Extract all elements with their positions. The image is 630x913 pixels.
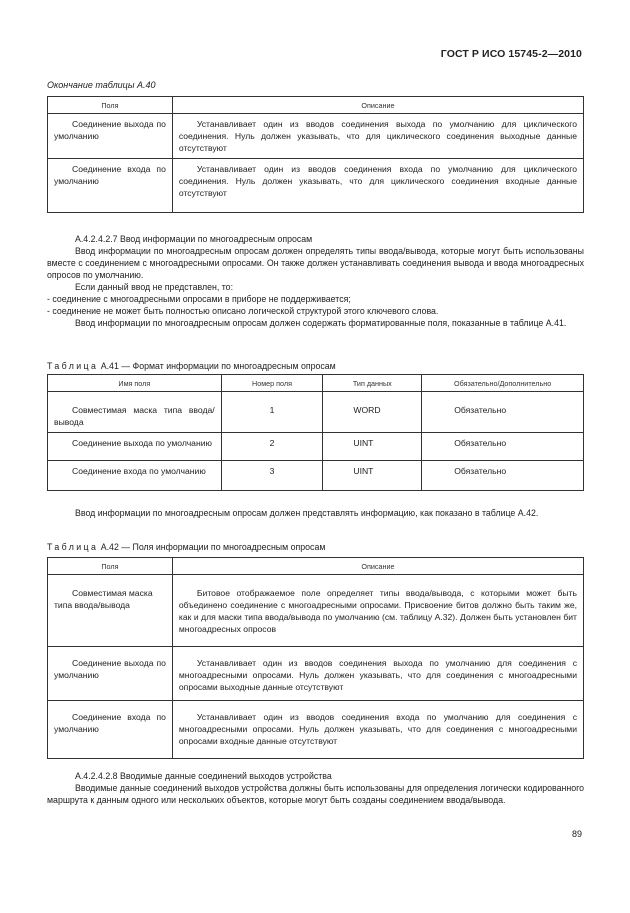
table-title: А.42 — Поля информации по многоадресным опросам xyxy=(98,542,326,552)
field-name-cell: Совместимая маска типа ввода/вывода xyxy=(48,575,173,647)
column-header: Имя поля xyxy=(48,375,222,392)
column-header: Номер поля xyxy=(221,375,323,392)
table-row xyxy=(48,159,584,213)
field-name-cell: Соединение выхода по умолчанию xyxy=(48,647,173,701)
table-label: Таблица xyxy=(47,542,99,552)
table-a40 xyxy=(47,96,584,213)
field-number-cell: 3 xyxy=(221,461,323,491)
table-header-row xyxy=(48,558,584,575)
column-header: Описание xyxy=(172,558,583,575)
table-header-row xyxy=(48,375,584,392)
table-row xyxy=(48,647,584,701)
paragraph xyxy=(47,507,584,519)
paragraph: Ввод информации по многоадресным опросам должен содержать форматированные поля, показанные в таблице А.41. xyxy=(75,318,567,328)
field-name-cell: Соединение выхода по умолчанию xyxy=(48,114,173,159)
paragraph-text: Ввод информации по многоадресным опросам должен представлять информацию, как показано в таблице А.42. xyxy=(75,508,539,518)
field-number-cell: 1 xyxy=(221,392,323,433)
table-title: А.41 — Формат информации по многоадресным опросам xyxy=(98,361,336,371)
required-cell: Обязательно xyxy=(422,392,584,433)
required-cell: Обязательно xyxy=(422,433,584,461)
field-name-cell: Соединение входа по умолчанию xyxy=(48,159,173,213)
required-cell: Обязательно xyxy=(422,461,584,491)
list-item: - соединение не может быть полностью описано логической структурой этого ключевого слова. xyxy=(47,306,439,316)
column-header: Поля xyxy=(48,97,173,114)
paragraph: Ввод информации по многоадресным опросам должен определять типы ввода/вывода, которые могут быть использованы вместе с соединением с многоадресными опросами. Он также должен устанавливать соединения вывода и ввода многоадресных опросов по умолчанию. xyxy=(47,246,584,280)
section-a4248 xyxy=(47,770,584,806)
table-row xyxy=(48,701,584,759)
description-cell: Устанавливает один из вводов соединения выхода по умолчанию для соединения с многоадресными опросами. Нуль должен указывать, что для соединения с многоадресными опросами выходные данные отсутствуют xyxy=(172,647,583,701)
document-code: ГОСТ Р ИСО 15745-2—2010 xyxy=(440,48,582,60)
column-header: Обязательно/Дополнительно xyxy=(422,375,584,392)
table-row xyxy=(48,392,584,433)
page-number: 89 xyxy=(571,829,582,839)
paragraph: Если данный ввод не представлен, то: xyxy=(75,282,234,292)
table-a41-caption xyxy=(47,361,336,371)
description-cell: Устанавливает один из вводов соединения входа по умолчанию для циклического соединения. Нуль должен указывать, что для циклического соединения входные данные отсутствуют xyxy=(172,159,583,213)
table-row xyxy=(48,433,584,461)
field-name-cell: Соединение выхода по умолчанию xyxy=(48,433,222,461)
table-label: Таблица xyxy=(47,361,99,371)
column-header: Описание xyxy=(172,97,583,114)
section-a4247 xyxy=(47,233,584,329)
data-type-cell: UINT xyxy=(323,461,422,491)
table-a42 xyxy=(47,557,584,759)
paragraph: Вводимые данные соединений выходов устройства должны быть использованы для определения логически кодированного маршрута к данным одного или нескольких объектов, которые могут быть созданы соединением ввода/вывода. xyxy=(47,783,584,805)
field-name-cell: Соединение входа по умолчанию xyxy=(48,701,173,759)
table-row xyxy=(48,461,584,491)
description-cell: Устанавливает один из вводов соединения входа по умолчанию для соединения с многоадресными опросами. Нуль должен указывать, что для соединения с многоадресными опросами входные данные отсутствуют xyxy=(172,701,583,759)
data-type-cell: WORD xyxy=(323,392,422,433)
table-a41 xyxy=(47,374,584,491)
field-name-cell: Соединение входа по умолчанию xyxy=(48,461,222,491)
table-row xyxy=(48,575,584,647)
data-type-cell: UINT xyxy=(323,433,422,461)
table-row xyxy=(48,114,584,159)
field-number-cell: 2 xyxy=(221,433,323,461)
table-header-row xyxy=(48,97,584,114)
table-a40-caption: Окончание таблицы А.40 xyxy=(47,80,156,90)
list-item: - соединение с многоадресными опросами в приборе не поддерживается; xyxy=(47,294,351,304)
description-cell: Устанавливает один из вводов соединения выхода по умолчанию для циклического соединения. Нуль должен указывать, что для циклического соединения выходные данные отсутствуют xyxy=(172,114,583,159)
column-header: Тип данных xyxy=(323,375,422,392)
section-heading: А.4.2.4.2.8 Вводимые данные соединений выходов устройства xyxy=(75,771,332,781)
column-header: Поля xyxy=(48,558,173,575)
field-name-cell: Совместимая маска типа ввода/вывода xyxy=(48,392,222,433)
section-heading: А.4.2.4.2.7 Ввод информации по многоадресным опросам xyxy=(75,234,313,244)
description-cell: Битовое отображаемое поле определяет типы ввода/вывода, с которыми может быть объединено соединение с многоадресными опросами. Присвоение битов должно быть таким же, как и для маски типа ввода/вывода по умолчанию (см. таблицу А.32). Должен быть установлен бит многоадресных опросов xyxy=(172,575,583,647)
table-a42-caption xyxy=(47,542,325,552)
